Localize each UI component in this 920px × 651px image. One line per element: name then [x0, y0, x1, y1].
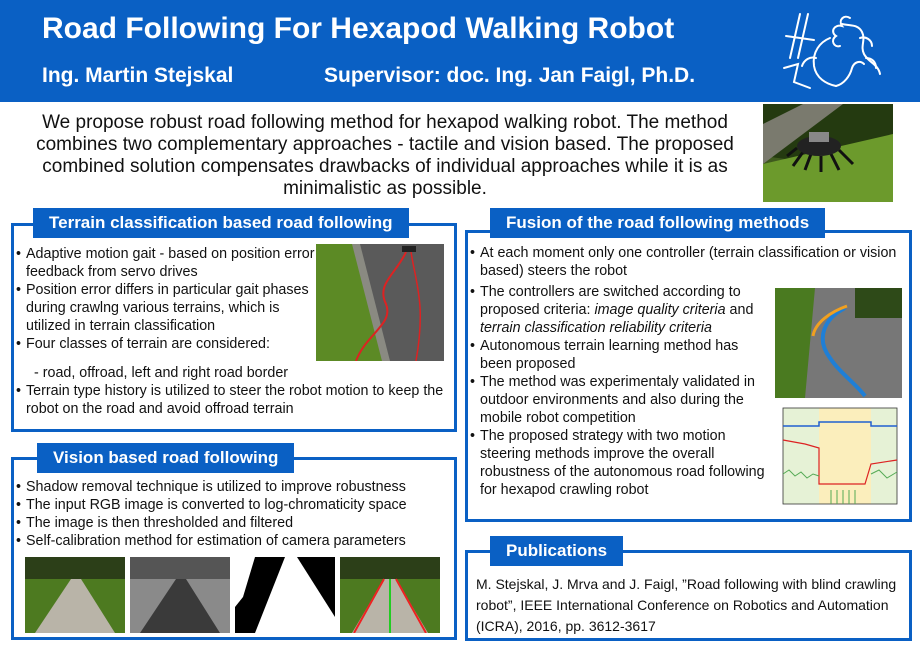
list-item: • At each moment only one controller (terrain classification or vision based) steers the robot [470, 244, 908, 280]
vision-threshold-photo [235, 557, 335, 633]
fusion-trajectory-photo [775, 288, 902, 398]
list-item: • The input RGB image is converted to log-chromaticity space [16, 496, 454, 514]
publication-citation: M. Stejskal, J. Mrva and J. Faigl, ”Road following with blind crawling robot”, IEEE International Conference on Robotics and Automation (ICRA), 2016, pp. 3612-3617 [476, 576, 897, 634]
list-item: • Self-calibration method for estimation of camera parameters [16, 532, 454, 550]
list-item: • The proposed strategy with two motion steering methods improve the overall robustness of the autonomous road following for hexapod crawling robot [470, 427, 772, 499]
terrain-bullet-list [16, 245, 316, 353]
terrain-bullet-list-2 [16, 364, 452, 418]
vision-panel-title: Vision based road following [37, 443, 294, 473]
supervisor-name: Supervisor: doc. Ing. Jan Faigl, Ph.D. [324, 64, 696, 87]
list-item: • Shadow removal technique is utilized to improve robustness [16, 478, 454, 496]
vision-bullet-list [16, 478, 454, 550]
ctu-lion-logo-icon [780, 8, 890, 96]
list-item: • Adaptive motion gait - based on position error feedback from servo drives [16, 245, 316, 281]
terrain-panel-title: Terrain classification based road following [33, 208, 409, 238]
author-name: Ing. Martin Stejskal [42, 64, 234, 87]
list-item: • The controllers are switched according to proposed criteria: image quality criteria and terrain classification reliability criteria [470, 283, 772, 337]
vision-logchroma-photo [130, 557, 230, 633]
list-item: • Terrain type history is utilized to steer the robot motion to keep the robot on the road and avoid offroad terrain [16, 382, 452, 418]
header-bar [0, 0, 920, 102]
fusion-bullet-list-top [470, 244, 908, 280]
list-item: • Autonomous terrain learning method has been proposed [470, 337, 772, 373]
fusion-bullet-list [470, 283, 772, 499]
terrain-road-photo [316, 244, 444, 361]
fusion-switching-plot [775, 404, 902, 514]
fusion-panel-title: Fusion of the road following methods [490, 208, 825, 238]
list-item: • Position error differs in particular gait phases during crawlng various terrains, which is utilized in terrain classification [16, 281, 316, 335]
vision-result-photo [340, 557, 440, 633]
vision-input-photo [25, 557, 125, 633]
list-item: • Four classes of terrain are considered: [16, 335, 316, 353]
intro-text: We propose robust road following method for hexapod walking robot. The method combines two complementary approaches - tactile and vision based. The proposed combined solution compensates drawbacks of individual approaches while it is as minimalistic as possible. [36, 112, 734, 199]
publications-panel-title: Publications [490, 536, 623, 566]
list-subitem: - road, offroad, left and right road border [34, 365, 289, 381]
list-item: • The method was experimentaly validated in outdoor environments and also during the mobile robot competition [470, 373, 772, 427]
poster-title: Road Following For Hexapod Walking Robot [42, 12, 675, 45]
hexapod-robot-photo [763, 104, 893, 202]
list-item: • The image is then thresholded and filtered [16, 514, 454, 532]
